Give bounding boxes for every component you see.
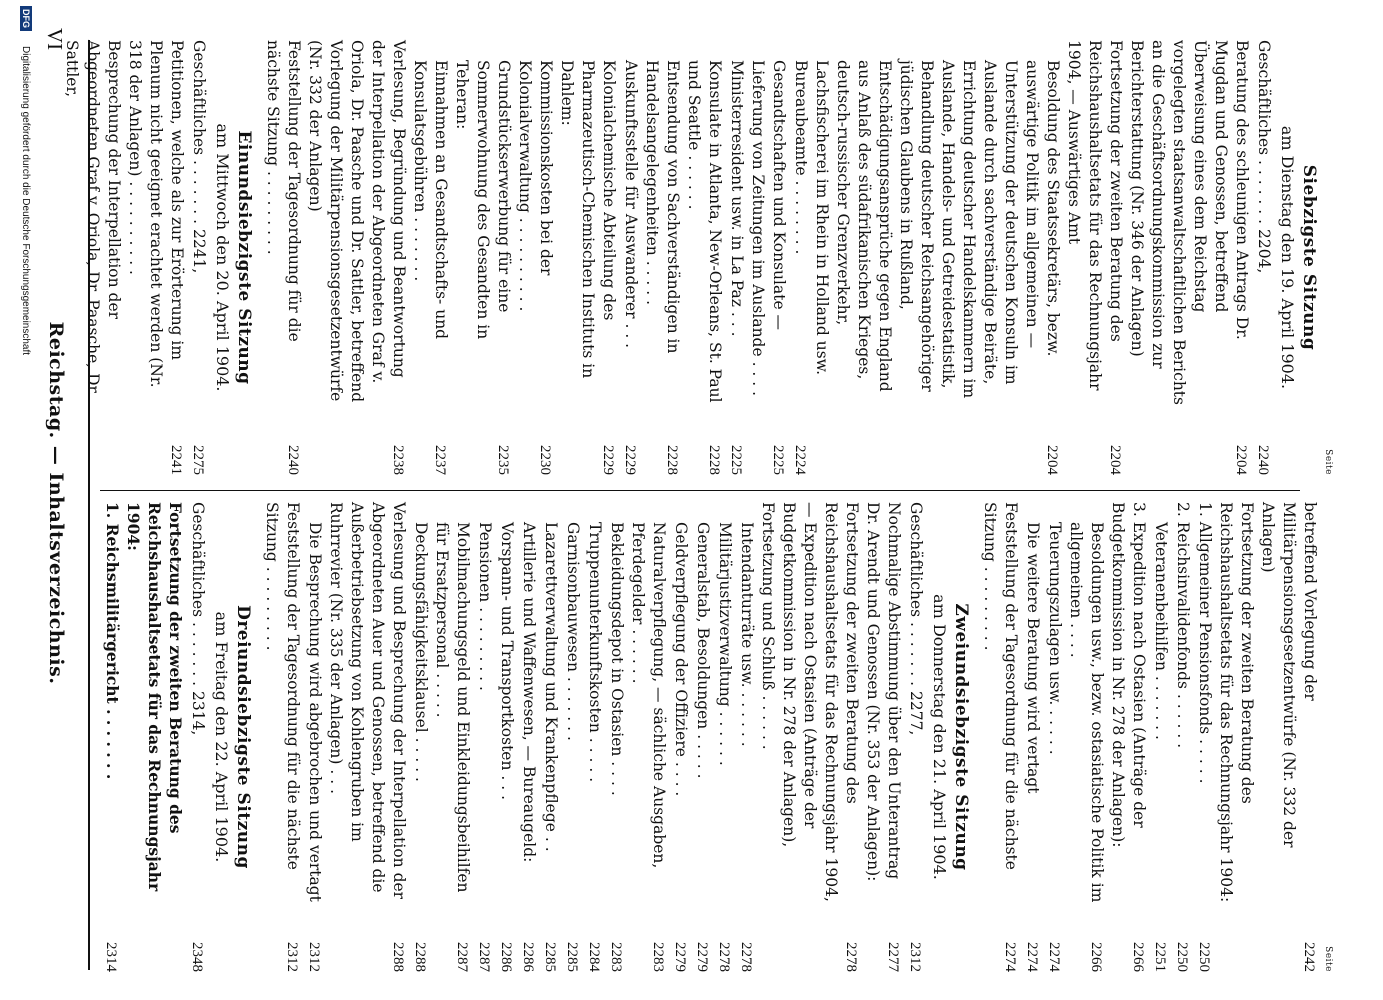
toc-entry-page: 2283	[650, 942, 666, 972]
toc-entry	[862, 502, 904, 972]
toc-entry-text: Militärjustizverwaltung . . . . . .	[716, 522, 734, 766]
session-date: am Donnerstag den 21. April 1904.	[930, 594, 949, 880]
toc-entry-page: 2348	[189, 942, 205, 972]
toc-entry-text: Geschäftliches . . . . . . . 2277,	[907, 502, 925, 736]
toc-entry-text: Bureaubeamte . . . . . . . .	[792, 60, 810, 255]
toc-entry-page: 2285	[564, 942, 580, 972]
toc-entry-page: 2238	[390, 445, 406, 475]
toc-entry	[1063, 40, 1126, 475]
toc-entry	[811, 40, 1063, 475]
toc-entry-text: Lazarettverwaltung und Krankenpflege . .	[542, 522, 560, 852]
toc-entry-page: 2251	[1152, 942, 1168, 972]
seite-label-right: Seite	[1323, 946, 1333, 972]
toc-entry-page: 2204	[1044, 445, 1060, 475]
toc-entry	[61, 40, 124, 475]
toc-entry-page: 2266	[1088, 942, 1104, 972]
toc-entry-page: 2230	[537, 445, 553, 475]
session-heading: Einundsiebzigste Sitzung	[234, 130, 254, 385]
toc-entry-text: Bekleidungsdepot in Ostasien . . . .	[608, 522, 626, 796]
toc-entry-page: 2229	[600, 445, 616, 475]
toc-entry	[473, 502, 495, 972]
toc-entry	[1193, 502, 1215, 972]
toc-entry-page: 2225	[770, 445, 786, 475]
toc-entry-text: Kolonialchemische Abteilung des Pharmazeutisch-Chemischen Instituts in Dahlem:	[558, 60, 618, 379]
toc-entry-text: Fortsetzung der zweiten Beratung des Reichshaushaltsetats für das Rechnungsjahr 1904:	[124, 502, 185, 892]
toc-entry-text: Generalstab, Besoldungen . . . . .	[694, 522, 712, 779]
toc-entry-page: 2204	[1233, 445, 1249, 475]
toc-entry-text: Fortsetzung der zweiten Beratung des Reichshaushaltsetats für das Rechnungsjahr 1904, — Expedition nach Ostasien (Anträge der Budgetkommission in Nr. 278 der Anlagen), Fortsetzung und Schluß . . . . . .	[759, 502, 861, 902]
toc-entry-text: 3. Expedition nach Ostasien (Anträge der Budgetkommission in Nr. 278 der Anlagen):	[1109, 502, 1148, 848]
toc-entry-text: Deckungsfähigkeitsklausel . . . . .	[412, 522, 430, 782]
toc-entry	[1065, 502, 1107, 972]
toc-entry-page: 2229	[622, 445, 638, 475]
toc-entry	[669, 502, 691, 972]
session-date: am Freitag den 22. April 1904.	[212, 611, 231, 863]
toc-entry	[186, 502, 208, 972]
right-sections	[100, 502, 1320, 972]
toc-entry	[1126, 40, 1252, 475]
toc-entry	[1107, 502, 1149, 972]
toc-entry-text: Besoldung des Staatssekretärs, bezw. auswärtige Politik im allgemeinen — Unterstützung der deutschen Konsuln im Auslande durch sachverständige Beiräte, Errichtung deutscher Handelskammern im Auslande, Handels- und Getreidestatistik, Behandlung deutscher Reichsangehöriger jüdischen Glaubens in Rußland, Entschädigungsansprüche gegen England aus Anlaß des südafrikanischen Krieges, deutsch-russischer Grenzverkehr, Lachsfischerei im Rhein in Holland usw.	[813, 60, 1062, 399]
toc-entry-page: 2279	[672, 942, 688, 972]
toc-entry-page: 2312	[306, 942, 322, 972]
toc-entry-page: 2314	[103, 942, 119, 972]
toc-entry-text: Truppenunterkunftskosten . . . . .	[586, 522, 604, 783]
toc-entry-text: Teuerungszulagen usw. . . . . .	[1046, 522, 1064, 755]
toc-entry-text: Einnahmen an Gesandtschafts- und Konsulatsgebühren . . . . . . .	[411, 60, 450, 340]
toc-entry-text: Verlesung, Begründung und Beantwortung der Interpellation der Abgeordneten Graf v. Oriola, Dr. Paasche und Dr. Sattler, betreffend Vorlegung der Militärpensionsgesetzentwürfe (Nr. 332 der Anlagen)	[306, 40, 408, 403]
toc-section	[262, 40, 1319, 475]
toc-entry-text: betreffend Vorlegung der Militärpensionsgesetzentwürfe (Nr. 332 der Anlagen)	[1259, 502, 1319, 848]
toc-entry	[1171, 502, 1193, 972]
toc-entry	[517, 502, 539, 972]
toc-entry-page: 2250	[1196, 942, 1212, 972]
toc-entry	[495, 502, 517, 972]
seite-label-left: Seite	[1323, 449, 1333, 475]
toc-entry-text: Artillerie und Waffenwesen, — Bureaugeld:	[520, 522, 538, 863]
toc-entry-text: Feststellung der Tagesordnung für die nächste Sitzung . . . . . . . . .	[263, 502, 302, 870]
toc-entry	[325, 502, 409, 972]
toc-entry-page: 2312	[907, 942, 923, 972]
toc-entry	[979, 502, 1021, 972]
toc-entry	[100, 502, 123, 972]
toc-entry-page: 2287	[476, 942, 492, 972]
running-title: Reichstag. — Inhaltsverzeichnis.	[45, 321, 67, 685]
toc-entry-page: 2204	[1107, 445, 1123, 475]
toc-entry-page: 2225	[728, 445, 744, 475]
page-number: VI	[43, 28, 67, 51]
toc-entry-page: 2278	[843, 942, 859, 972]
toc-entry-page: 2288	[412, 942, 428, 972]
session-heading: Zweiundsiebzigste Sitzung	[951, 603, 971, 871]
toc-entry-text: Kommissionskosten bei der Kolonialverwaltung . . . . . . . . . .	[516, 60, 555, 312]
toc-entry-text: Konsulate in Atlanta, New-Orleans, St. Paul und Seattle . . . . . .	[685, 60, 724, 403]
toc-entry-text: Auskunftsstelle für Auswanderer . . .	[622, 60, 640, 349]
toc-entry	[904, 502, 926, 972]
toc-entry-page: 2284	[586, 942, 602, 972]
toc-entry-page: 2287	[454, 942, 470, 972]
dfg-logo: DFG	[20, 6, 32, 31]
toc-entry	[303, 502, 325, 972]
toc-entry-page: 2237	[432, 445, 448, 475]
toc-entry	[725, 40, 747, 475]
toc-entry-page: 2250	[1174, 942, 1190, 972]
session-heading: Dreiundsiebzigste Sitzung	[233, 605, 253, 869]
session-date: am Dienstag den 19. April 1904.	[1278, 125, 1297, 390]
toc-entry	[735, 502, 757, 972]
toc-entry-text: Pensionen . . . . . . . . .	[476, 522, 494, 691]
toc-entry-text: Besoldungen usw., bezw. ostasiatische Politik im allgemeinen . . . .	[1067, 522, 1106, 903]
toc-entry	[1252, 40, 1274, 475]
toc-entry-page: 2278	[716, 942, 732, 972]
toc-entry-page: 2275	[190, 445, 206, 475]
toc-entry-text: Naturalverpflegung, — sächliche Ausgaben, Pferdegelder . . . . . .	[629, 522, 668, 869]
toc-entry-text: 1. Allgemeiner Pensionsfonds . . . . .	[1196, 502, 1214, 784]
toc-entry-page: 2286	[498, 942, 514, 972]
toc-entry-page: 2274	[1024, 942, 1040, 972]
toc-entry-page: 2274	[1046, 942, 1062, 972]
toc-entry	[627, 502, 669, 972]
toc-entry	[409, 502, 431, 972]
left-sections	[61, 40, 1319, 475]
toc-entry	[304, 40, 409, 475]
toc-entry-page: 2242	[1301, 942, 1317, 972]
toc-entry-page: 2228	[706, 445, 722, 475]
toc-entry-page: 2286	[520, 942, 536, 972]
toc-entry	[1215, 502, 1257, 972]
toc-entry-text: Veteranenbeihilfen . . . . . . .	[1152, 522, 1170, 740]
toc-entry-page: 2279	[694, 942, 710, 972]
toc-entry	[514, 40, 556, 475]
toc-section	[261, 502, 971, 972]
toc-entry-text: Nochmalige Abstimmung über den Unterantrag Dr. Arendt und Genossen (Nr. 353 der Anlagen):	[864, 502, 903, 882]
toc-entry	[261, 502, 303, 972]
toc-entry-text: Grundstückserwerbung für eine Sommerwohnung des Gesandten in Teheran:	[453, 60, 513, 340]
toc-entry	[1043, 502, 1065, 972]
toc-entry	[713, 502, 735, 972]
toc-entry-page: 2274	[1002, 942, 1018, 972]
toc-entry-text: Die weitere Beratung wird vertagt	[1024, 522, 1042, 794]
digitization-note	[14, 6, 32, 996]
toc-entry	[123, 502, 186, 972]
toc-entry	[539, 502, 561, 972]
toc-entry-page: 2240	[285, 445, 301, 475]
toc-entry	[561, 502, 583, 972]
toc-section	[979, 502, 1320, 972]
toc-entry-page: 2266	[1130, 942, 1146, 972]
toc-entry-page: 2235	[495, 445, 511, 475]
toc-entry-page: 2285	[542, 942, 558, 972]
toc-entry-text: Intendanturräte usw. . . . . . .	[738, 522, 756, 747]
toc-entry-page: 2240	[1255, 445, 1271, 475]
running-header	[41, 28, 67, 978]
toc-entry	[187, 40, 209, 475]
toc-entry-text: Geschäftliches . . . . . . . 2204,	[1255, 40, 1273, 274]
toc-entry-text: Vorspann- und Transportkosten . . .	[498, 522, 516, 801]
toc-entry	[641, 40, 683, 475]
toc-section	[100, 502, 253, 972]
toc-entry-text: Fortsetzung der zweiten Beratung des Reichshaushaltsetats für das Rechnungsjahr 1904, — Auswärtiges Amt	[1065, 40, 1125, 391]
digitization-text: Digitalisierung gefördert durch die Deutsche Forschungsgemeinschaft	[20, 46, 31, 356]
session-date: am Mittwoch den 20. April 1904.	[213, 123, 232, 392]
toc-entry-text: Fortsetzung der zweiten Beratung des Reichshaushaltsetats für das Rechnungsjahr 1904:	[1217, 502, 1256, 903]
right-column	[92, 502, 1333, 972]
toc-entry	[124, 40, 187, 475]
toc-entry-page: 2241	[168, 445, 184, 475]
toc-entry-text: Geschäftliches . . . . . . . 2241,	[190, 40, 208, 274]
toc-entry-text: 1. Reichsmilitärgericht . . . . . . .	[103, 502, 122, 780]
toc-entry	[619, 40, 641, 475]
toc-entry-page: 2278	[738, 942, 754, 972]
toc-entry	[451, 40, 514, 475]
toc-entry	[691, 502, 713, 972]
toc-entry-text: Garnisonbauwesen . . . . . . .	[564, 522, 582, 741]
header-rule	[88, 40, 90, 970]
toc-entry	[757, 502, 862, 972]
toc-entry-text: Ministerresident usw. in La Paz . . .	[728, 60, 746, 337]
toc-entry-text: Feststellung der Tagesordnung für die nächste Sitzung . . . . . . . . .	[264, 40, 303, 342]
toc-entry-text: Entsendung von Sachverständigen in Handelsangelegenheiten . . . . .	[643, 60, 682, 354]
toc-entry-text: Mobilmachungsgeld und Einkleidungsbeihilfen für Ersatzpersonal . . . . .	[433, 522, 472, 893]
toc-entry-text: Gesandtschaften und Konsulate — Lieferung von Zeitungen im Auslande . . . .	[749, 60, 788, 397]
toc-entry	[683, 40, 725, 475]
toc-entry-text: Geldverpflegung der Offiziere . . . .	[672, 522, 690, 797]
toc-entry-text: Besprechung der Interpellation der Abgeordneten Graf v. Oriola, Dr. Paasche, Dr. Sattler,	[63, 40, 123, 397]
toc-entry	[583, 502, 605, 972]
toc-entry-text: Verlesung und Besprechung der Interpellation der Abgeordneten Auer und Genossen, betreffend die Außerbetriebsetzung von Kohlengruben im Ruhrrevier (Nr. 335 der Anlagen) . . .	[327, 502, 408, 900]
session-heading: Siebzigste Sitzung	[1299, 164, 1319, 351]
toc-entry-text: 2. Reichsinvalidenfonds . . . . . .	[1174, 502, 1192, 749]
toc-entry	[1257, 502, 1320, 972]
left-column	[53, 40, 1333, 475]
toc-entry	[262, 40, 304, 475]
toc-entry-text: Die Besprechung wird abgebrochen und vertagt	[306, 522, 324, 902]
toc-entry	[556, 40, 619, 475]
toc-entry-page: 2288	[390, 942, 406, 972]
toc-entry-page: 2283	[608, 942, 624, 972]
toc-entry-text: Geschäftliches . . . . . . . 2314,	[189, 502, 207, 736]
toc-entry	[1149, 502, 1171, 972]
toc-entry	[409, 40, 451, 475]
toc-entry-page: 2312	[284, 942, 300, 972]
toc-entry-page: 2224	[792, 445, 808, 475]
column-divider	[100, 490, 1300, 491]
toc-entry-page: 2228	[664, 445, 680, 475]
toc-entry-text: Beratung des schleunigen Antrags Dr. Mugdan und Genossen, betreffend Überweisung eines dem Reichstag vorgelegten staatsanwaltschaftlichen Berichts an die Geschäftsordnungskommission zur Berichterstattung (Nr. 346 der Anlagen)	[1128, 40, 1251, 405]
toc-entry	[789, 40, 811, 475]
toc-entry	[747, 40, 789, 475]
toc-entry	[431, 502, 473, 972]
toc-entry-text: Feststellung der Tagesordnung für die nächste Sitzung . . . . . . . . .	[981, 502, 1020, 870]
toc-entry	[605, 502, 627, 972]
toc-entry	[1021, 502, 1043, 972]
toc-entry-text: Petitionen, welche als zur Erörterung im Plenum nicht geeignet erachtet werden (Nr. 318 der Anlagen) . . . . . . . . . .	[126, 40, 186, 388]
toc-entry-page: 2277	[885, 942, 901, 972]
